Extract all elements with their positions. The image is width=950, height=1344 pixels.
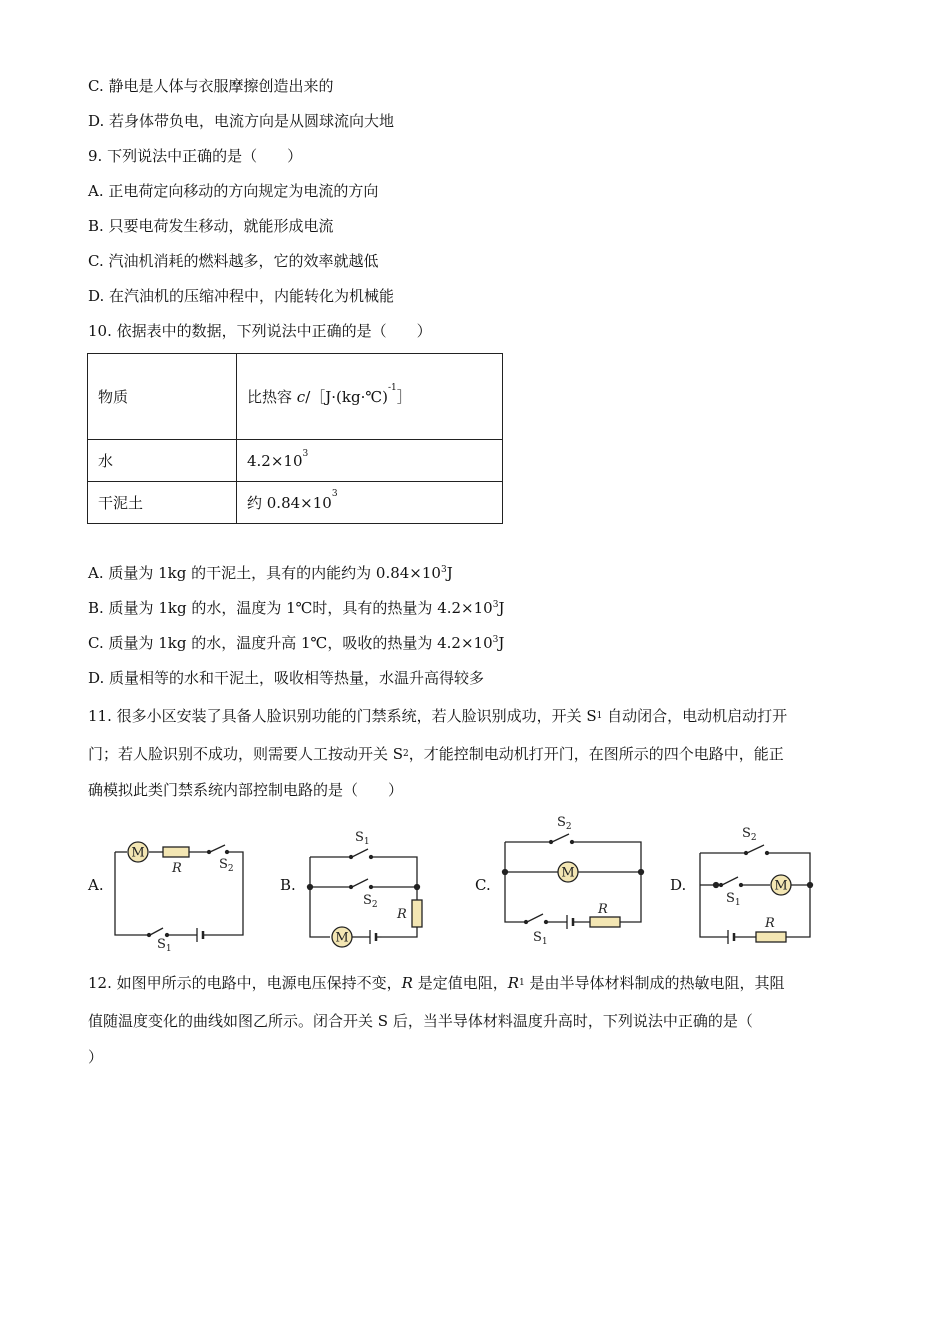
table-cell-dry-soil: 干泥土: [88, 482, 237, 524]
table-cell-water: 水: [88, 440, 237, 482]
specific-heat-table: [87, 353, 503, 524]
circuit-c-diagram: [495, 810, 655, 950]
q9-option-b: B. 只要电荷发生移动，就能形成电流: [88, 217, 334, 235]
circuit-d-diagram: [690, 825, 825, 950]
q9-stem: 9. 下列说法中正确的是（ ）: [88, 147, 303, 165]
circuit-c-r-label: R: [598, 902, 608, 917]
circuit-c-motor-label: M: [561, 865, 575, 881]
circuit-c-s2-label: $S_2$: [557, 815, 572, 832]
circuit-b-s2-label: $S_2$: [363, 893, 378, 910]
circuit-d-label: D.: [670, 876, 687, 894]
circuit-b-s1-label: $S_1$: [355, 830, 370, 847]
q11-stem-line3: 确模拟此类门禁系统内部控制电路的是（ ）: [88, 781, 404, 799]
circuit-a-r-label: R: [172, 861, 182, 876]
q10-option-a: A. 质量为 1kg 的干泥土，具有的内能约为 $0.84\times 10^3J$: [88, 564, 453, 582]
q8-option-c: C. 静电是人体与衣服摩擦创造出来的: [88, 77, 334, 95]
q11-stem-line1: 11. 很多小区安装了具备人脸识别功能的门禁系统，若人脸识别成功，开关 S1 自动闭合，电动机启动打开: [88, 707, 788, 725]
q10-option-c: C. 质量为 1kg 的水，温度升高 1℃，吸收的热量为 $4.2\times 10^3J$: [88, 634, 505, 652]
circuit-a-motor-label: M: [131, 845, 145, 861]
circuit-a-diagram: [105, 835, 255, 954]
q10-option-b: B. 质量为 1kg 的水，温度为 1℃时，具有的热量为 $4.2\times 10^3J$: [88, 599, 505, 617]
circuit-c-s1-label: $S_1$: [533, 930, 548, 947]
circuit-a-s2-label: $S_2$: [219, 857, 234, 874]
q12-stem-line1: 12. 如图甲所示的电路中，电源电压保持不变，R 是定值电阻，R1 是由半导体材料制成的热敏电阻，其阻: [88, 974, 785, 992]
q10-option-d: D. 质量相等的水和干泥土，吸收相等热量，水温升高得较多: [88, 669, 485, 687]
table-header-substance: 物质: [88, 354, 237, 440]
table-header-specific-heat: 比热容 c/［J·(kg·℃)$^{-1}$］: [237, 354, 503, 440]
circuit-b-motor-label: M: [335, 930, 349, 946]
circuit-d-s1-label: $S_1$: [726, 891, 741, 908]
q10-stem: 10. 依据表中的数据，下列说法中正确的是（ ）: [88, 322, 432, 340]
q12-stem-line3: ）: [88, 1048, 104, 1066]
circuit-a-s1-label: $S_1$: [157, 937, 172, 954]
q9-option-c: C. 汽油机消耗的燃料越多，它的效率就越低: [88, 252, 379, 270]
table-cell-dry-soil-value: 约 $0.84\times 10^3$: [237, 482, 503, 524]
circuit-a-label: A.: [88, 876, 104, 894]
q9-option-a: A. 正电荷定向移动的方向规定为电流的方向: [88, 182, 379, 200]
circuit-d-r-label: R: [765, 916, 775, 931]
q8-option-d: D. 若身体带负电，电流方向是从圆球流向大地: [88, 112, 395, 130]
circuit-b-r-label: R: [397, 907, 407, 922]
q11-stem-line2: 门；若人脸识别不成功，则需要人工按动开关 S2，才能控制电动机打开门，在图所示的四个电路中，能正: [88, 745, 784, 763]
table-cell-water-value: $4.2\times 10^3$: [237, 440, 503, 482]
q12-stem-line2: 值随温度变化的曲线如图乙所示。闭合开关 S 后，当半导体材料温度升高时，下列说法中正确的是（: [88, 1012, 753, 1030]
circuit-c-label: C.: [475, 876, 491, 894]
circuit-d-motor-label: M: [774, 878, 788, 894]
circuit-b-label: B.: [280, 876, 296, 894]
circuit-d-s2-label: $S_2$: [742, 826, 757, 843]
q9-option-d: D. 在汽油机的压缩冲程中，内能转化为机械能: [88, 287, 395, 305]
circuit-b-diagram: [300, 825, 440, 950]
